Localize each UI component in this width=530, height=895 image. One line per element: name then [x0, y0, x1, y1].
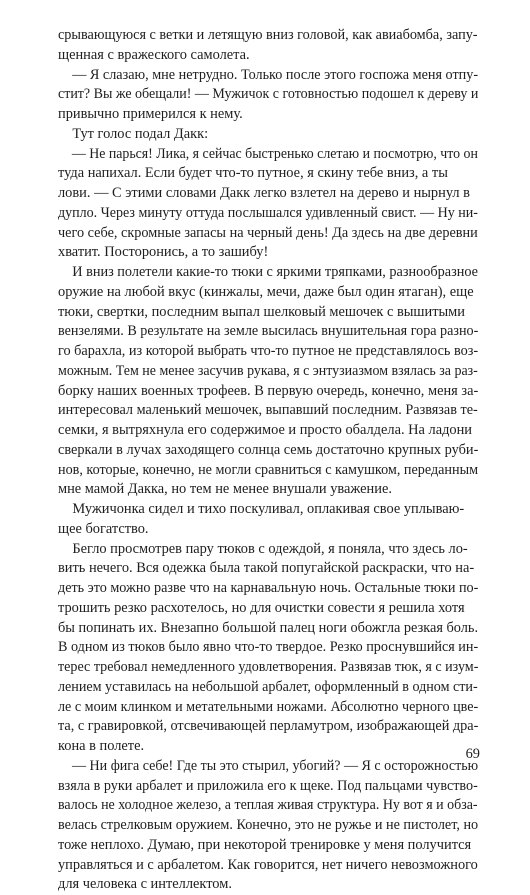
text-line: терес требовал немедленного удовлетворения. Развязав тюк, я с изум- — [58, 659, 479, 675]
text-line: взяла в руки арбалет и приложила его к щеке. Под пальцами чувство- — [58, 777, 478, 794]
text-line: щее богатство. — [58, 520, 149, 537]
text-line: стит? Вы же обещали! — Мужичок с готовностью подошел к дереву и — [58, 86, 479, 103]
text-line: Мужичонка сидел и тихо поскуливал, оплакивая свое уплываю- — [58, 501, 465, 517]
text-line: борку наших военных трофеев. В первую очередь, конечно, меня за- — [58, 382, 479, 399]
text-line: семки, я вытряхнула его содержимое и просто обалдела. На ладони — [58, 422, 473, 438]
text-line: кона в полете. — [58, 738, 145, 754]
text-line: для человека с интеллектом. — [58, 876, 232, 893]
text-line: Тут голос подал Дакк: — [58, 125, 209, 142]
text-line: хватит. Посторонись, а то зашибу! — [58, 244, 269, 261]
text-line: тюки, свертки, последним выпал шелковый мешочек с вышитыми — [58, 303, 465, 320]
page-number: 69 — [465, 746, 480, 762]
text-line: ле с моим клинком и метательными ножами. Абсолютно черного цве- — [58, 698, 479, 715]
text-line: та, с гравировкой, отсвечивающей перламутром, изображающей дра- — [58, 718, 479, 735]
text-line: управляться и с арбалетом. Как говорится, нет ничего невозможного — [58, 856, 478, 873]
text-line: щенная с вражеского самолета. — [58, 46, 250, 63]
text-line: нов, которые, конечно, не могли сравниться с камушком, переданным — [58, 461, 479, 478]
text-line: валось не холодное железо, а теплая живая структура. Ну вот я и обза- — [58, 797, 478, 814]
text-line: — Не парься! Лика, я сейчас быстренько слетаю и посмотрю, что он — [58, 145, 478, 162]
text-line: интересовал маленький мешочек, выпавший последним. Развязав те- — [58, 402, 478, 419]
text-line: бы попинать их. Внезапно большой палец ноги обожгла резкая боль. — [58, 619, 479, 636]
text-line: И вниз полетели какие-то тюки с яркими тряпками, разнообразное — [58, 264, 478, 280]
text-line: дупло. Через минуту оттуда послышался удивленный свист. — Ну ни- — [58, 204, 478, 221]
text-line: срывающуюся с ветки и летящую вниз головой, как авиабомба, запу- — [58, 27, 478, 43]
text-line: трошить резко расхотелось, но для очистки совести я решила хотя — [58, 599, 465, 616]
text-line: мне мамой Дакка, но тем не менее внушали уважение. — [58, 481, 392, 498]
text-line: вензелями. В результате на земле высилась внушительная гора разно- — [58, 323, 479, 340]
text-line: тоже неплохо. Думаю, при некоторой тренировке у меня получится — [58, 836, 472, 853]
text-line: можным. Тем не менее засучив рукава, я с энтузиазмом взялась за раз- — [58, 362, 478, 379]
text-line: — Я слазаю, мне нетрудно. Только после этого госпожа меня отпу- — [58, 66, 479, 83]
text-line: го барахла, из которой выбрать что-то путное не представлялось воз- — [58, 343, 479, 359]
text-line: туда напихал. Если будет что-то путное, я скину тебе вниз, а ты — [58, 165, 448, 182]
text-line: привычно примерился к нему. — [58, 106, 243, 122]
text-line: велась стрелковым оружием. Конечно, это не ружье и не пистолет, но — [58, 817, 479, 833]
text-line: деть это можно разве что на карнавальную ночь. Остальные тюки по- — [58, 580, 479, 596]
page-text — [58, 26, 478, 895]
text-line: вить нечего. Вся одежка была такой попугайской раскраски, что на- — [58, 560, 475, 577]
text-line: лови. — С этими словами Дакк легко взлетел на дерево и нырнул в — [58, 185, 470, 201]
text-line: В одном из тюков было явно что-то твердое. Резко проснувшийся ин- — [58, 639, 479, 656]
text-line: — Ни фига себе! Где ты это стырил, убогий? — Я с осторожностью — [58, 757, 479, 774]
text-line: чего себе, скромные запасы на черный день! Да здесь на две деревни — [58, 224, 478, 241]
text-line: сверкали в лучах заходящего солнца семь достаточно крупных руби- — [58, 441, 479, 458]
text-line: Бегло просмотрев пару тюков с одеждой, я поняла, что здесь ло- — [58, 540, 468, 557]
text-line: оружие на любой вкус (кинжалы, мечи, даже был один ятаган), еще — [58, 283, 474, 300]
text-line: лением уставилась на небольшой арбалет, оформленный в одном сти- — [58, 678, 478, 695]
